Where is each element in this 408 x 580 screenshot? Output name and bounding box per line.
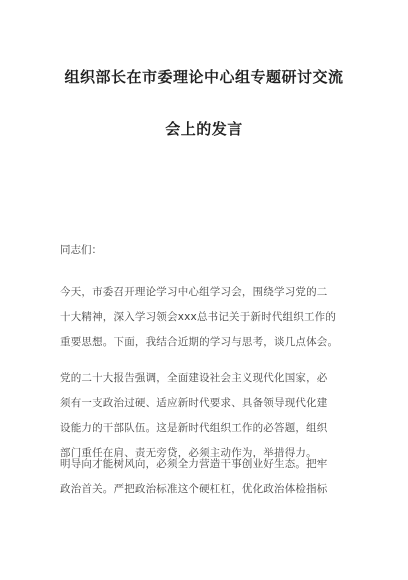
paragraph-line: 明导向才能树风向，必须全力营造干事创业好生态。把牢 bbox=[60, 458, 328, 470]
paragraph-line: 须有一支政治过硬、适应新时代要求、具备领导现代化建 bbox=[60, 397, 328, 409]
paragraph-line: 重要思想。下面，我结合近期的学习与思考，谈几点体会。 bbox=[60, 336, 339, 348]
paragraph-line: 今天，市委召开理论学习中心组学习会，围绕学习党的二 bbox=[60, 286, 328, 298]
paragraph-1 bbox=[60, 280, 360, 355]
paragraph-line: 设能力的干部队伍。这是新时代组织工作的必答题，组织 bbox=[60, 422, 328, 434]
paragraph-line: 部门重任在肩、责无旁贷，必须主动作为，举措得力。 bbox=[60, 447, 317, 459]
salutation: 同志们： bbox=[60, 244, 102, 256]
paragraph-line: 政治首关。严把政治标准这个硬杠杠，优化政治体检指标 bbox=[60, 483, 328, 495]
paragraph-line: 党的二十大报告强调，全面建设社会主义现代化国家，必 bbox=[60, 372, 328, 384]
document-title-line-1: 组织部长在市委理论中心组专题研讨交流 bbox=[64, 68, 344, 86]
paragraph-line: 十大精神，深入学习领会xxx总书记关于新时代组织工作的 bbox=[60, 311, 337, 323]
document-title-line-2: 会上的发言 bbox=[165, 120, 243, 138]
paragraph-2 bbox=[60, 366, 360, 466]
paragraph-3 bbox=[60, 452, 360, 502]
